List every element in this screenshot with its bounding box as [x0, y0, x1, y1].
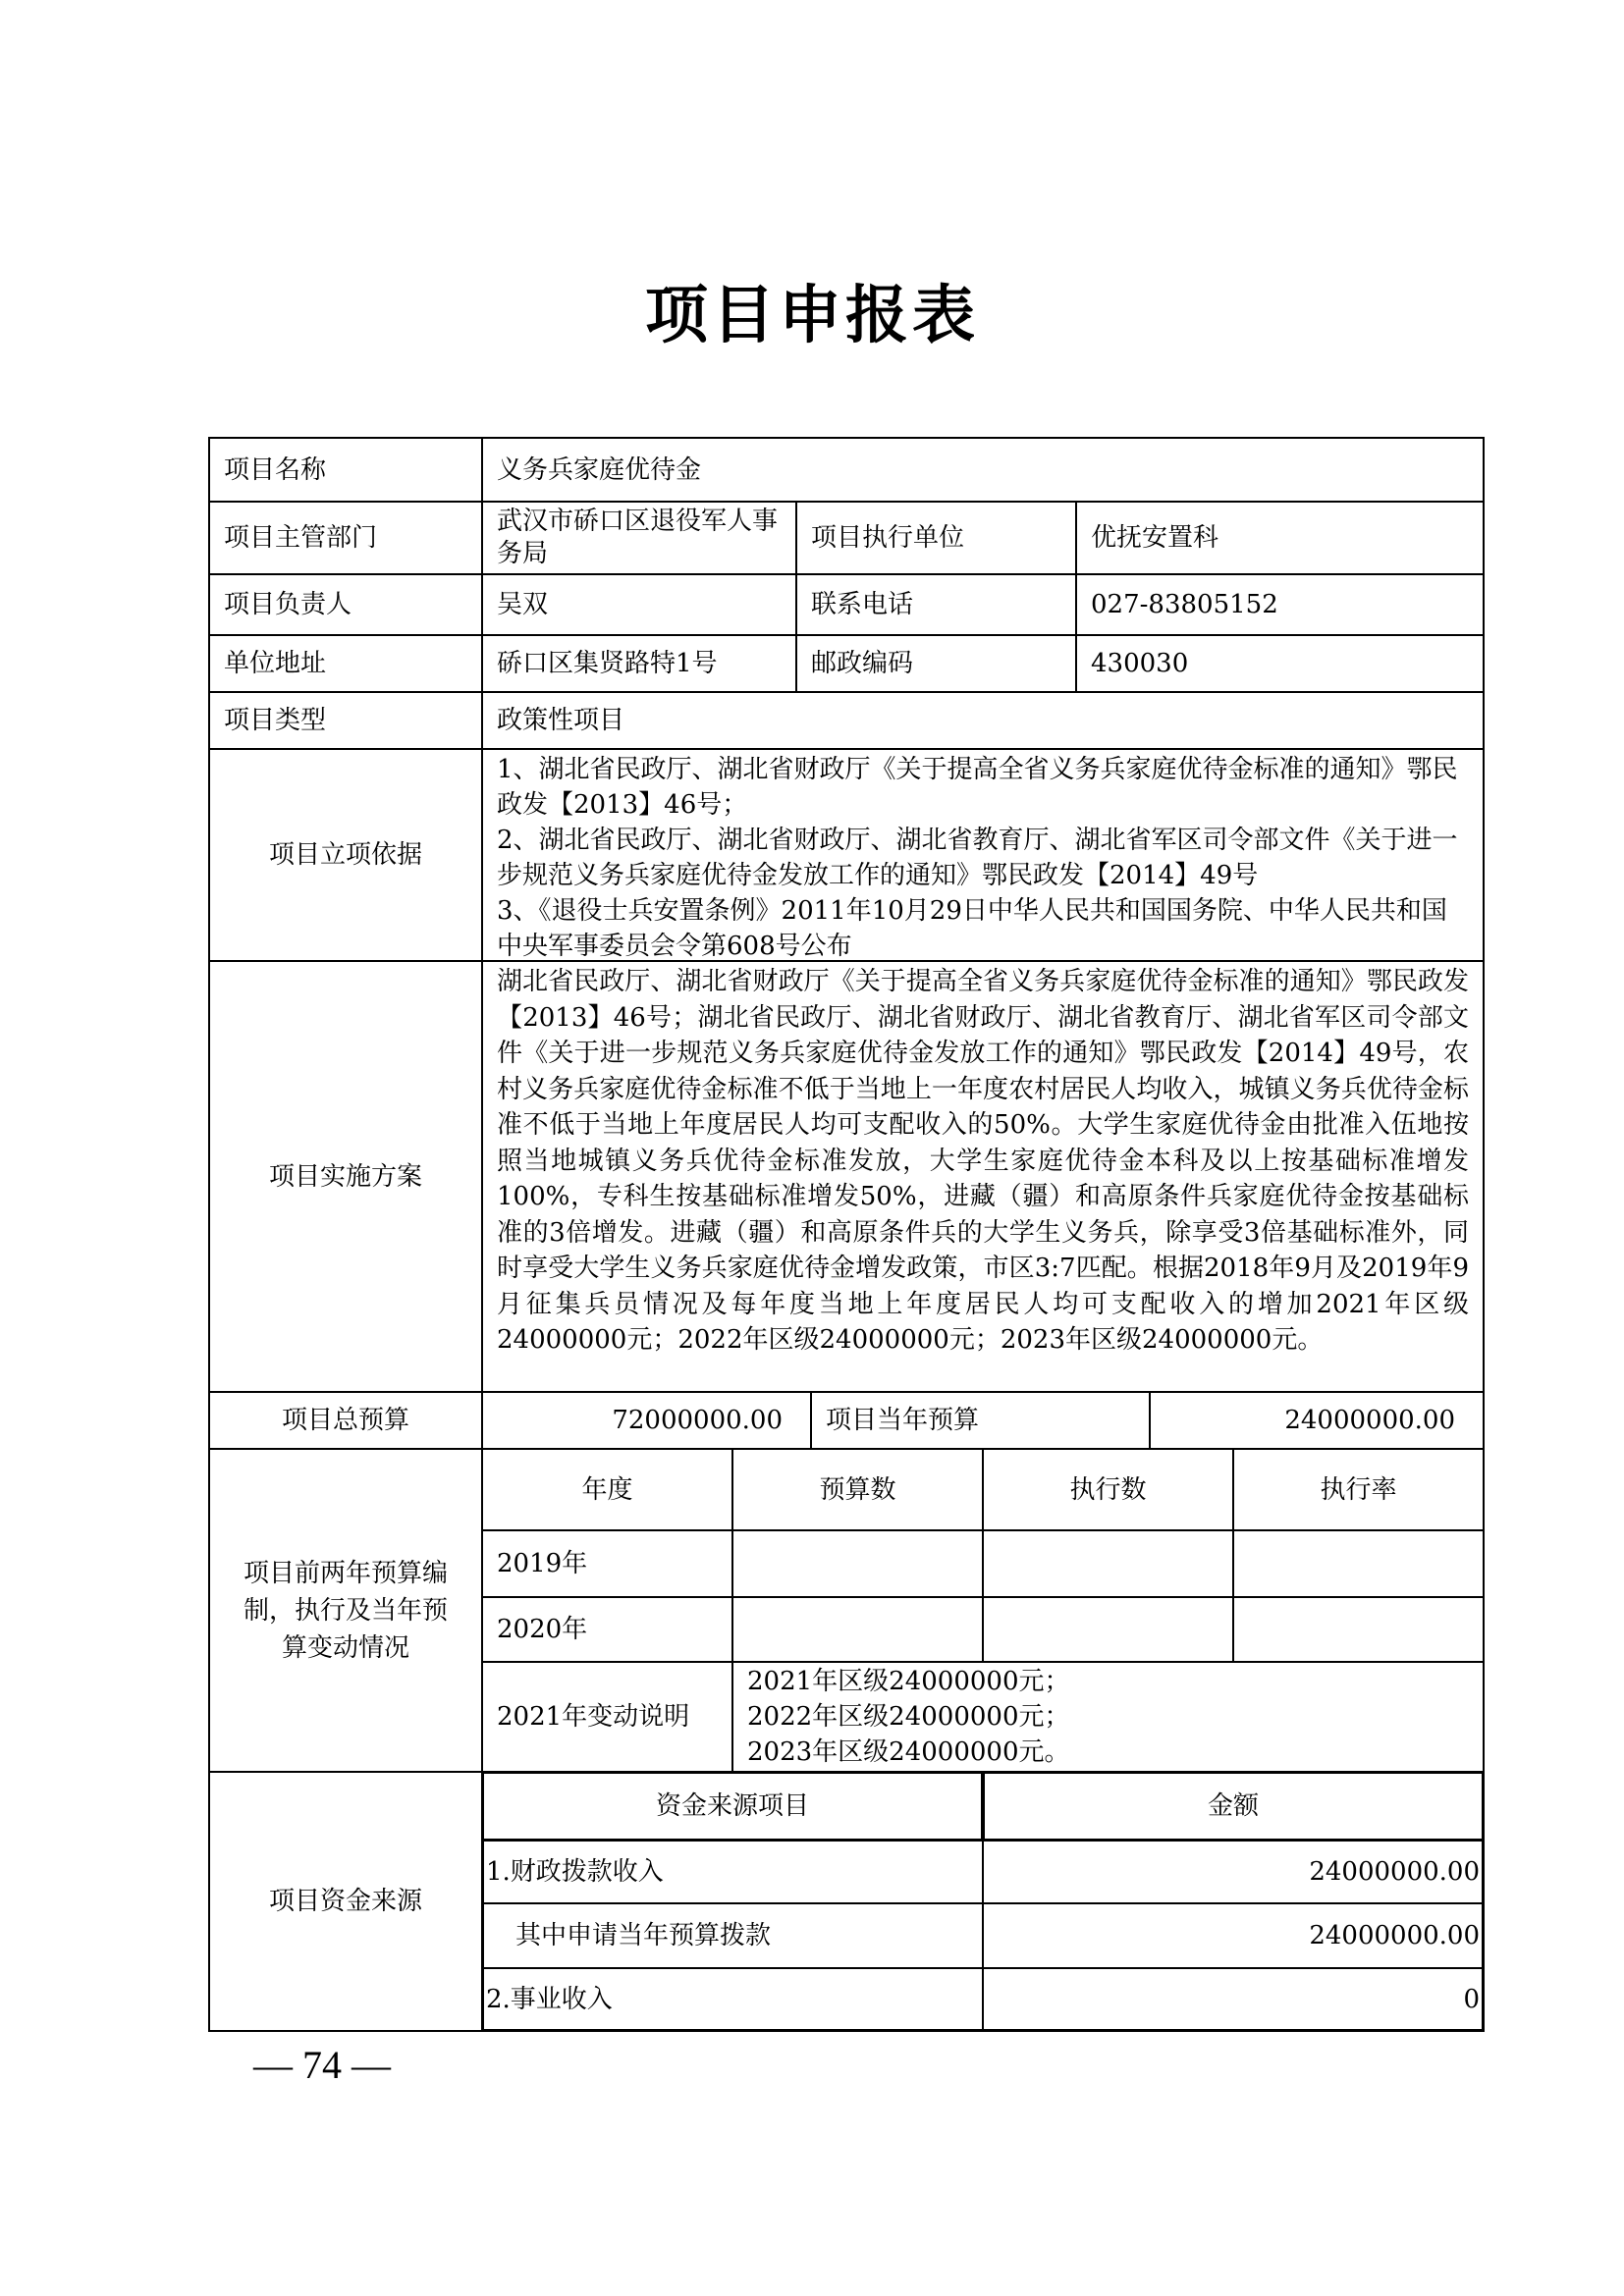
total-budget-label: 项目总预算	[208, 1391, 483, 1450]
change-label: 2021年变动说明	[481, 1661, 733, 1773]
dept-value: 武汉市硚口区退役军人事务局	[481, 501, 797, 575]
change-value	[731, 1661, 1485, 1773]
basis-label: 项目立项依据	[208, 748, 483, 962]
exec-unit-label: 项目执行单位	[795, 501, 1077, 575]
year-budget-value: 24000000.00	[1149, 1391, 1485, 1450]
basis-value	[481, 748, 1485, 962]
history-row-executed	[982, 1596, 1234, 1663]
address-value: 硚口区集贤路特1号	[481, 634, 797, 693]
funding-row-amount: 24000000.00	[982, 1902, 1485, 1969]
basis-line-1: 1、湖北省民政厅、湖北省财政厅《关于提高全省义务兵家庭优待金标准的通知》鄂民政发【2013】46号；	[497, 755, 1458, 820]
history-header-budget: 预算数	[731, 1448, 984, 1531]
page-number: — 74 —	[253, 2043, 391, 2087]
plan-text: 湖北省民政厅、湖北省财政厅《关于提高全省义务兵家庭优待金标准的通知》鄂民政发【2013】46号；湖北省民政厅、湖北省财政厅、湖北省教育厅、湖北省军区司令部文件《关于进一步规范义务兵家庭优待金发放工作的通知》鄂民政发【2014】49号，农村义务兵家庭优待金标准不低于当地上一年度农村居民人均收入，城镇义务兵优待金标准不低于当地上年度居民人均可支配收入的50%。大学生家庭优待金由批准入伍地按照当地城镇义务兵优待金标准发放，大学生家庭优待金本科及以上按基础标准增发100%，专科生按基础标准增发50%，进藏（疆）和高原条件兵家庭优待金按基础标准的3倍增发。进藏（疆）和高原条件兵的大学生义务兵，除享受3倍基础标准外，同时享受大学生义务兵家庭优待金增发政策，市区3:7匹配。根据2018年9月及2019年9月征集兵员情况及每年度当地上年度居民人均可支配收入的增加2021年区级24000000元；2022年区级24000000元；2023年区级24000000元。	[497, 967, 1469, 1355]
postcode-value: 430030	[1075, 634, 1485, 693]
project-name-value: 义务兵家庭优待金	[481, 437, 1485, 503]
change-line-3: 2023年区级24000000元。	[747, 1737, 1070, 1767]
history-row-year: 2019年	[481, 1529, 733, 1598]
funding-row-item: 1.财政拨款收入	[481, 1840, 984, 1904]
address-label: 单位地址	[208, 634, 483, 693]
basis-line-2: 2、湖北省民政厅、湖北省财政厅、湖北省教育厅、湖北省军区司令部文件《关于进一步规范义务兵家庭优待金发放工作的通知》鄂民政发【2014】49号	[497, 826, 1458, 890]
type-label: 项目类型	[208, 691, 483, 750]
history-row-budget	[731, 1596, 984, 1663]
history-header-year: 年度	[481, 1448, 733, 1531]
project-name-label: 项目名称	[208, 437, 483, 503]
owner-value: 吴双	[481, 573, 797, 636]
postcode-label: 邮政编码	[795, 634, 1077, 693]
owner-label: 项目负责人	[208, 573, 483, 636]
funding-row-item: 其中申请当年预算拨款	[481, 1902, 984, 1969]
funding-row-amount: 0	[982, 1967, 1485, 2032]
funding-label: 项目资金来源	[208, 1771, 483, 2032]
funding-row-item: 2.事业收入	[481, 1967, 984, 2032]
change-line-1: 2021年区级24000000元；	[747, 1667, 1070, 1696]
history-row-rate	[1232, 1529, 1485, 1598]
funding-header-item: 资金来源项目	[481, 1771, 984, 1842]
year-budget-label: 项目当年预算	[810, 1391, 1151, 1450]
history-row-budget	[731, 1529, 984, 1598]
funding-row-amount: 24000000.00	[982, 1840, 1485, 1904]
history-header-rate: 执行率	[1232, 1448, 1485, 1531]
exec-unit-value: 优抚安置科	[1075, 501, 1485, 575]
history-row-executed	[982, 1529, 1234, 1598]
dept-label: 项目主管部门	[208, 501, 483, 575]
funding-header-amount: 金额	[982, 1771, 1485, 1842]
total-budget-value: 72000000.00	[481, 1391, 812, 1450]
type-value: 政策性项目	[481, 691, 1485, 750]
history-label: 项目前两年预算编制，执行及当年预算变动情况	[208, 1448, 483, 1773]
phone-value: 027-83805152	[1075, 573, 1485, 636]
page-title: 项目申报表	[645, 280, 979, 352]
change-line-2: 2022年区级24000000元；	[747, 1702, 1070, 1732]
phone-label: 联系电话	[795, 573, 1077, 636]
plan-label: 项目实施方案	[208, 960, 483, 1393]
history-header-executed: 执行数	[982, 1448, 1234, 1531]
history-row-year: 2020年	[481, 1596, 733, 1663]
plan-value	[481, 960, 1485, 1393]
basis-line-3: 3、《退役士兵安置条例》2011年10月29日中华人民共和国国务院、中华人民共和国中央军事委员会令第608号公布	[497, 896, 1447, 961]
history-row-rate	[1232, 1596, 1485, 1663]
